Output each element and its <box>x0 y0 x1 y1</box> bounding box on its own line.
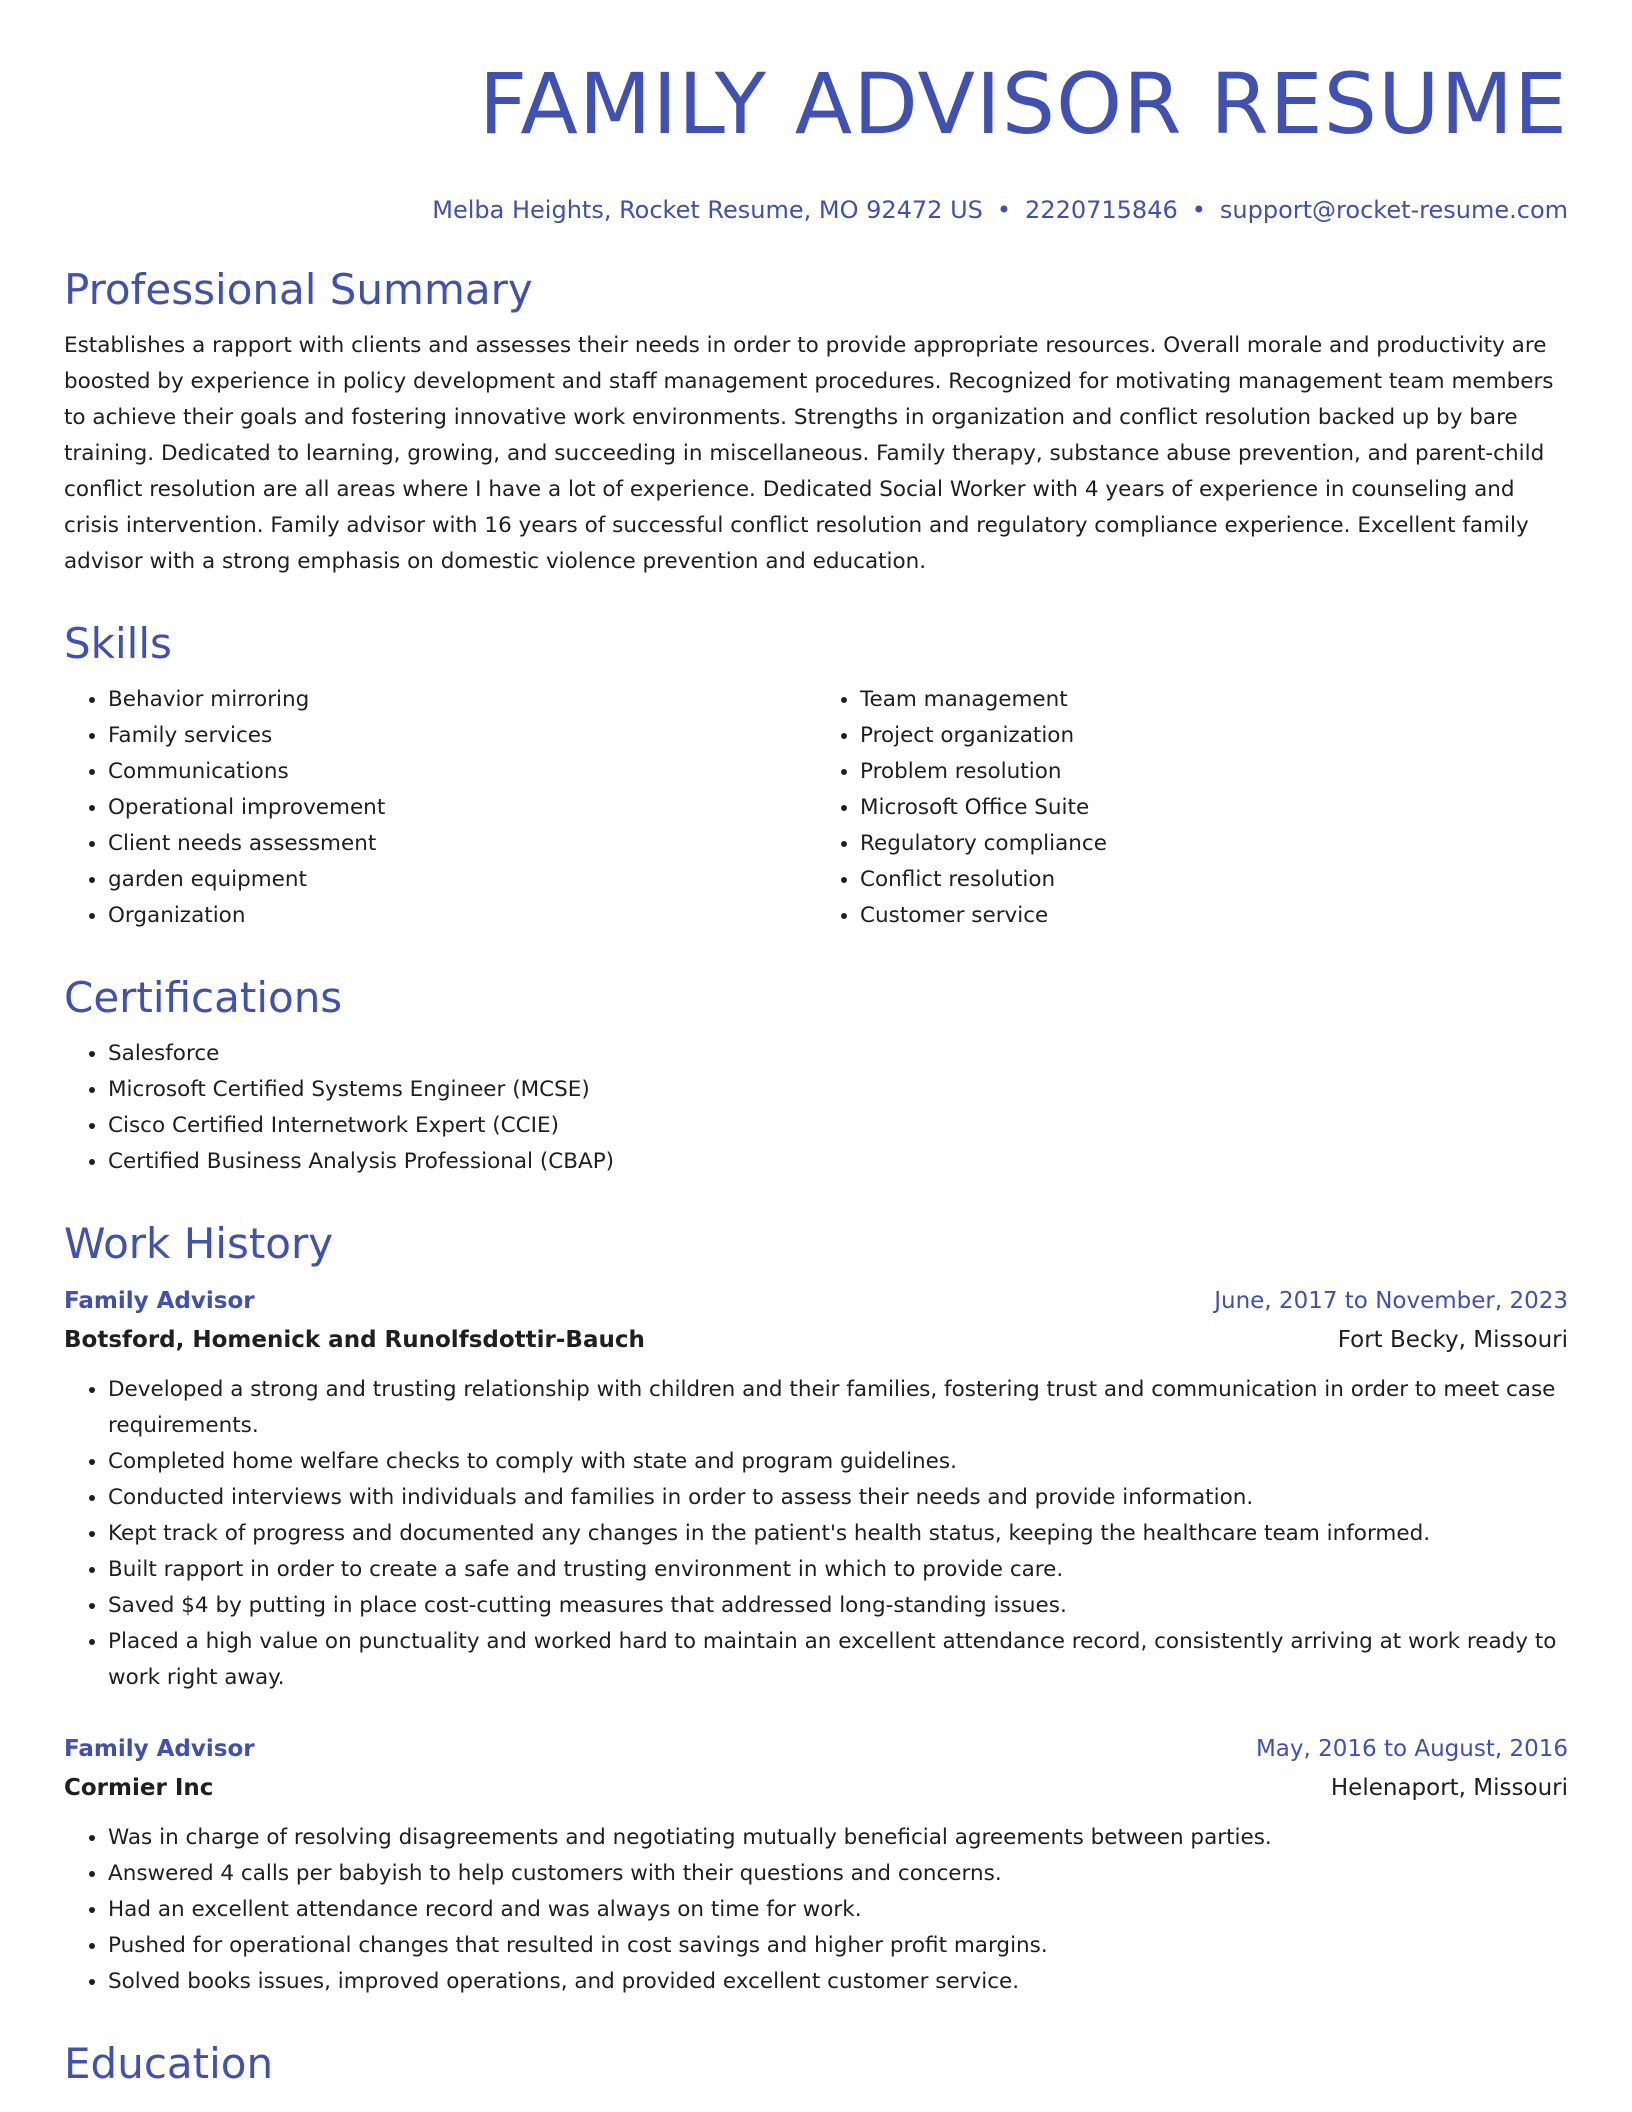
job-bullet: • Answered 4 calls per babyish to help customers with their questions and concerns. <box>108 1856 1568 1892</box>
job-title: Family Advisor <box>64 1736 255 1762</box>
contact-separator: • <box>996 196 1012 224</box>
job-bullet: • Developed a strong and trusting relationship with children and their families, fostering trust and communication in order to meet case requirements. <box>108 1372 1568 1444</box>
contact-address: Melba Heights, Rocket Resume, MO 92472 US <box>432 196 983 224</box>
skills-column-left <box>64 682 816 934</box>
certification-item: • Salesforce <box>108 1036 1568 1072</box>
job-company: Cormier Inc <box>64 1775 214 1801</box>
skills-list <box>64 682 1568 934</box>
certification-item: • Microsoft Certified Systems Engineer (MCSE) <box>108 1072 1568 1108</box>
skill-item: • Operational improvement <box>108 790 816 826</box>
job-bullet: • Was in charge of resolving disagreements and negotiating mutually beneficial agreements between parties. <box>108 1820 1568 1856</box>
skill-item: • Client needs assessment <box>108 826 816 862</box>
job-company-row <box>64 1320 1568 1360</box>
skill-item: • Organization <box>108 898 816 934</box>
skill-item: • Behavior mirroring <box>108 682 816 718</box>
skill-item: • Microsoft Office Suite <box>860 790 1568 826</box>
skill-item: • Problem resolution <box>860 754 1568 790</box>
job-bullet: • Kept track of progress and documented any changes in the patient's health status, keeping the healthcare team informed. <box>108 1516 1568 1552</box>
skills-heading: Skills <box>64 619 172 668</box>
job-bullet: • Pushed for operational changes that resulted in cost savings and higher profit margins. <box>108 1928 1568 1964</box>
skill-item: • Project organization <box>860 718 1568 754</box>
job-company-row <box>64 1768 1568 1808</box>
skill-item: • Conflict resolution <box>860 862 1568 898</box>
job-bullet: • Completed home welfare checks to comply with state and program guidelines. <box>108 1444 1568 1480</box>
job-bullet: • Saved $4 by putting in place cost-cutting measures that addressed long-standing issues. <box>108 1588 1568 1624</box>
job-bullet: • Built rapport in order to create a safe and trusting environment in which to provide care. <box>108 1552 1568 1588</box>
job-dates: June, 2017 to November, 2023 <box>1214 1288 1568 1314</box>
job-dates: May, 2016 to August, 2016 <box>1255 1736 1568 1762</box>
certifications-heading: Certifications <box>64 973 343 1022</box>
job-bullet: • Had an excellent attendance record and was always on time for work. <box>108 1892 1568 1928</box>
summary-heading: Professional Summary <box>64 265 533 314</box>
job-header-row <box>64 1282 1568 1320</box>
contact-email: support@rocket-resume.com <box>1219 196 1568 224</box>
skill-item: • Team management <box>860 682 1568 718</box>
skill-item: • Customer service <box>860 898 1568 934</box>
job-title: Family Advisor <box>64 1288 255 1314</box>
resume-title: FAMILY ADVISOR RESUME <box>478 55 1568 153</box>
work-history-heading: Work History <box>64 1219 334 1268</box>
job-location: Helenaport, Missouri <box>1330 1775 1568 1801</box>
summary-text: Establishes a rapport with clients and assesses their needs in order to provide appropriate resources. Overall morale and productivity are boosted by experience in policy development and staff management procedures. Recognized for motivating management team members to achieve their goals and fostering innovative work environments. Strengths in organization and conflict resolution backed up by bare training. Dedicated to learning, growing, and succeeding in miscellaneous. Family therapy, substance abuse prevention, and parent-child conflict resolution are all areas where I have a lot of experience. Dedicated Social Worker with 4 years of experience in counseling and crisis intervention. Family advisor with 16 years of successful conflict resolution and regulatory compliance experience. Excellent family advisor with a strong emphasis on domestic violence prevention and education. <box>64 333 1554 574</box>
job-location: Fort Becky, Missouri <box>1337 1327 1568 1353</box>
skill-item: • Family services <box>108 718 816 754</box>
job-bullets <box>64 1372 1568 1696</box>
skill-item: • Communications <box>108 754 816 790</box>
job-entry <box>64 1282 1568 1696</box>
skill-item: • Regulatory compliance <box>860 826 1568 862</box>
certification-item: • Certified Business Analysis Professional (CBAP) <box>108 1144 1568 1180</box>
job-company: Botsford, Homenick and Runolfsdottir-Bauch <box>64 1327 645 1353</box>
job-header-row <box>64 1730 1568 1768</box>
job-bullet: • Conducted interviews with individuals and families in order to assess their needs and provide information. <box>108 1480 1568 1516</box>
education-heading: Education <box>64 2039 274 2088</box>
certification-item: • Cisco Certified Internetwork Expert (CCIE) <box>108 1108 1568 1144</box>
certifications-list <box>64 1036 1568 1180</box>
job-bullets <box>64 1820 1568 2000</box>
skills-column-right <box>816 682 1568 934</box>
skill-item: • garden equipment <box>108 862 816 898</box>
job-bullet: • Solved books issues, improved operations, and provided excellent customer service. <box>108 1964 1568 2000</box>
contact-line <box>64 194 1568 226</box>
job-entry <box>64 1730 1568 2000</box>
contact-phone: 2220715846 <box>1025 196 1178 224</box>
job-bullet: • Placed a high value on punctuality and worked hard to maintain an excellent attendance record, consistently arriving at work ready to work right away. <box>108 1624 1568 1696</box>
contact-separator: • <box>1191 196 1206 224</box>
